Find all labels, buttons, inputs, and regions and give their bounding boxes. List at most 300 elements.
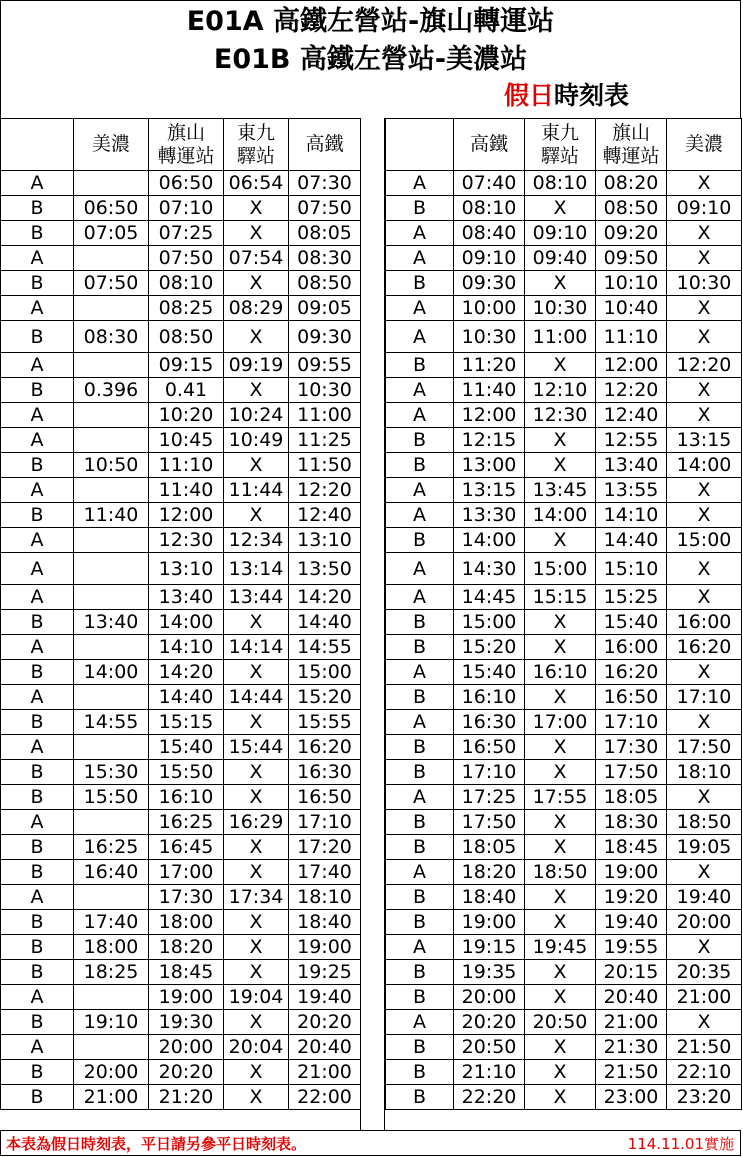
table-cell: 15:55 — [289, 710, 361, 735]
table-cell: 19:40 — [289, 985, 361, 1010]
table-row — [386, 503, 742, 528]
right-header-2: 東九 驛站 — [525, 119, 596, 171]
table-row — [1, 1085, 361, 1110]
table-cell: 11:10 — [596, 321, 667, 353]
table-cell: 08:50 — [596, 196, 667, 221]
table-row — [1, 296, 361, 321]
table-cell: 16:20 — [289, 735, 361, 760]
table-cell: 21:50 — [667, 1035, 742, 1060]
table-row — [1, 885, 361, 910]
table-cell: A — [1, 735, 74, 760]
table-cell: A — [1, 685, 74, 710]
table-cell — [74, 553, 149, 585]
table-cell: 14:00 — [454, 528, 525, 553]
table-cell: 13:10 — [149, 553, 224, 585]
table-cell: B — [1, 935, 74, 960]
table-cell: 09:30 — [289, 321, 361, 353]
table-cell — [74, 735, 149, 760]
table-row — [1, 585, 361, 610]
table-cell: B — [1, 610, 74, 635]
table-cell: A — [1, 528, 74, 553]
table-cell: B — [386, 960, 454, 985]
table-row — [1, 835, 361, 860]
table-cell: 16:10 — [149, 785, 224, 810]
table-cell: X — [224, 835, 289, 860]
table-cell: 13:30 — [454, 503, 525, 528]
table-cell: 23:20 — [667, 1085, 742, 1110]
table-cell: 15:40 — [596, 610, 667, 635]
table-row — [386, 835, 742, 860]
table-cell: X — [224, 960, 289, 985]
table-cell: 07:50 — [74, 271, 149, 296]
table-cell: 10:50 — [74, 453, 149, 478]
table-cell: 19:35 — [454, 960, 525, 985]
table-cell: 21:00 — [596, 1010, 667, 1035]
table-cell: 10:20 — [149, 403, 224, 428]
table-cell — [74, 1035, 149, 1060]
table-cell: X — [525, 810, 596, 835]
table-cell: A — [1, 1035, 74, 1060]
table-row — [1, 503, 361, 528]
right-header-4: 美濃 — [667, 119, 742, 171]
table-cell — [74, 478, 149, 503]
table-row — [386, 635, 742, 660]
table-cell: X — [667, 321, 742, 353]
table-cell: 16:29 — [224, 810, 289, 835]
table-row — [386, 221, 742, 246]
table-cell: B — [1, 321, 74, 353]
table-cell: 11:40 — [454, 378, 525, 403]
table-cell: 20:20 — [454, 1010, 525, 1035]
table-cell: 12:34 — [224, 528, 289, 553]
table-cell: X — [667, 785, 742, 810]
return-timetable — [385, 118, 742, 1110]
table-row — [1, 735, 361, 760]
table-cell: 23:00 — [596, 1085, 667, 1110]
table-cell: A — [1, 428, 74, 453]
right-header-0 — [386, 119, 454, 171]
table-row — [1, 1060, 361, 1085]
table-cell: 14:14 — [224, 635, 289, 660]
table-cell: B — [386, 735, 454, 760]
table-cell: 07:05 — [74, 221, 149, 246]
table-cell: 21:00 — [74, 1085, 149, 1110]
table-cell: X — [525, 635, 596, 660]
table-cell: 18:10 — [667, 760, 742, 785]
table-cell: 18:25 — [74, 960, 149, 985]
table-cell: X — [224, 221, 289, 246]
table-cell: 09:50 — [596, 246, 667, 271]
table-cell: X — [525, 1085, 596, 1110]
table-cell: 15:40 — [454, 660, 525, 685]
holiday-note: 本表為假日時刻表，平日請另參平日時刻表。 — [6, 1135, 307, 1153]
table-cell: 18:50 — [667, 810, 742, 835]
table-cell: 19:05 — [667, 835, 742, 860]
table-cell: 08:50 — [289, 271, 361, 296]
table-cell: X — [224, 378, 289, 403]
table-cell: X — [224, 860, 289, 885]
table-row — [1, 246, 361, 271]
table-cell: 07:30 — [289, 171, 361, 196]
table-cell: 09:30 — [454, 271, 525, 296]
table-cell: 14:30 — [454, 553, 525, 585]
table-cell: 11:44 — [224, 478, 289, 503]
table-cell: 20:20 — [289, 1010, 361, 1035]
table-cell: 15:25 — [596, 585, 667, 610]
table-cell: 15:50 — [74, 785, 149, 810]
table-cell: 07:10 — [149, 196, 224, 221]
table-row — [1, 528, 361, 553]
table-cell: 08:05 — [289, 221, 361, 246]
table-cell: X — [667, 503, 742, 528]
table-cell: X — [667, 660, 742, 685]
table-row — [1, 960, 361, 985]
table-cell: X — [224, 503, 289, 528]
table-cell: X — [525, 760, 596, 785]
table-cell: A — [1, 296, 74, 321]
table-cell: 12:20 — [289, 478, 361, 503]
table-cell: 08:50 — [149, 321, 224, 353]
table-divider — [360, 118, 385, 1131]
table-cell: 08:40 — [454, 221, 525, 246]
table-cell: 18:20 — [454, 860, 525, 885]
table-cell: 16:45 — [149, 835, 224, 860]
table-cell — [74, 403, 149, 428]
table-cell — [74, 635, 149, 660]
table-cell: 16:10 — [525, 660, 596, 685]
table-cell: 12:00 — [454, 403, 525, 428]
table-cell: 17:25 — [454, 785, 525, 810]
table-cell: B — [386, 635, 454, 660]
table-cell: 16:25 — [149, 810, 224, 835]
table-cell: X — [667, 710, 742, 735]
table-cell: 17:50 — [596, 760, 667, 785]
table-cell: 19:10 — [74, 1010, 149, 1035]
table-cell — [74, 585, 149, 610]
table-cell: 20:40 — [289, 1035, 361, 1060]
table-row — [386, 660, 742, 685]
table-row — [386, 271, 742, 296]
table-row — [1, 860, 361, 885]
table-cell: 14:00 — [525, 503, 596, 528]
table-cell: 20:40 — [596, 985, 667, 1010]
table-cell: X — [667, 585, 742, 610]
table-cell: X — [224, 710, 289, 735]
table-cell: X — [667, 935, 742, 960]
table-cell: X — [667, 296, 742, 321]
table-cell: 07:40 — [454, 171, 525, 196]
table-cell: X — [224, 910, 289, 935]
table-row — [1, 403, 361, 428]
table-cell: X — [525, 271, 596, 296]
table-cell: 19:00 — [454, 910, 525, 935]
table-cell: B — [386, 271, 454, 296]
table-cell: A — [1, 478, 74, 503]
table-row — [1, 171, 361, 196]
table-cell: 15:00 — [525, 553, 596, 585]
table-cell: 20:00 — [74, 1060, 149, 1085]
table-cell — [74, 296, 149, 321]
table-cell: 12:20 — [596, 378, 667, 403]
table-cell: B — [1, 760, 74, 785]
table-cell: 16:50 — [289, 785, 361, 810]
table-cell: 09:10 — [667, 196, 742, 221]
table-row — [386, 910, 742, 935]
table-cell: X — [525, 428, 596, 453]
table-cell: 13:15 — [667, 428, 742, 453]
table-row — [1, 553, 361, 585]
table-cell: 11:20 — [454, 353, 525, 378]
table-row — [386, 785, 742, 810]
table-cell: 17:10 — [596, 710, 667, 735]
table-cell: 18:40 — [289, 910, 361, 935]
table-cell: B — [1, 660, 74, 685]
table-cell: A — [386, 585, 454, 610]
table-row — [386, 585, 742, 610]
table-cell: 14:00 — [149, 610, 224, 635]
table-cell: 09:55 — [289, 353, 361, 378]
table-cell: 22:20 — [454, 1085, 525, 1110]
table-cell: B — [1, 710, 74, 735]
table-cell: X — [224, 760, 289, 785]
table-row — [386, 710, 742, 735]
left-header-4: 高鐵 — [289, 119, 361, 171]
table-cell: X — [667, 860, 742, 885]
table-cell: 16:50 — [596, 685, 667, 710]
table-cell: 13:55 — [596, 478, 667, 503]
table-cell: 16:00 — [596, 635, 667, 660]
table-cell: 18:30 — [596, 810, 667, 835]
table-cell: 18:50 — [525, 860, 596, 885]
table-cell: 19:00 — [289, 935, 361, 960]
table-cell: 15:40 — [149, 735, 224, 760]
table-row — [386, 1060, 742, 1085]
table-cell: 10:30 — [289, 378, 361, 403]
left-header-0 — [1, 119, 74, 171]
table-cell: 08:25 — [149, 296, 224, 321]
table-cell: 17:00 — [149, 860, 224, 885]
table-row — [386, 760, 742, 785]
timetable-subtitle — [504, 79, 629, 113]
table-cell: 21:30 — [596, 1035, 667, 1060]
table-row — [386, 453, 742, 478]
table-cell: A — [386, 246, 454, 271]
table-cell: 16:10 — [454, 685, 525, 710]
table-cell: 08:29 — [224, 296, 289, 321]
table-row — [1, 935, 361, 960]
table-row — [1, 685, 361, 710]
table-row — [1, 378, 361, 403]
table-cell: X — [667, 246, 742, 271]
table-cell: X — [525, 610, 596, 635]
table-cell: 12:40 — [596, 403, 667, 428]
table-cell: X — [525, 885, 596, 910]
table-cell: 10:10 — [596, 271, 667, 296]
table-cell: A — [386, 935, 454, 960]
table-cell: 17:30 — [149, 885, 224, 910]
table-cell: X — [224, 785, 289, 810]
table-cell: X — [525, 910, 596, 935]
table-cell: B — [1, 221, 74, 246]
table-cell: X — [525, 835, 596, 860]
left-header-3: 東九 驛站 — [224, 119, 289, 171]
table-cell — [74, 171, 149, 196]
table-cell: A — [386, 378, 454, 403]
table-cell: 08:10 — [525, 171, 596, 196]
table-cell: 15:20 — [289, 685, 361, 710]
table-row — [386, 960, 742, 985]
table-cell: 12:40 — [289, 503, 361, 528]
table-cell: A — [386, 321, 454, 353]
table-cell: 18:05 — [454, 835, 525, 860]
table-cell: X — [224, 453, 289, 478]
table-cell: 18:10 — [289, 885, 361, 910]
table-cell: 13:40 — [74, 610, 149, 635]
table-cell: 18:20 — [149, 935, 224, 960]
table-cell: 22:10 — [667, 1060, 742, 1085]
table-cell: 13:10 — [289, 528, 361, 553]
right-header-1: 高鐵 — [454, 119, 525, 171]
table-cell: X — [525, 196, 596, 221]
table-cell: 15:20 — [454, 635, 525, 660]
table-cell: X — [525, 960, 596, 985]
table-cell: 21:00 — [667, 985, 742, 1010]
table-cell: 07:25 — [149, 221, 224, 246]
table-cell: 09:20 — [596, 221, 667, 246]
table-row — [386, 685, 742, 710]
table-cell: 16:30 — [454, 710, 525, 735]
table-row — [1, 710, 361, 735]
table-cell: 12:30 — [525, 403, 596, 428]
table-cell: 17:50 — [454, 810, 525, 835]
table-cell: 13:40 — [596, 453, 667, 478]
table-row — [386, 1085, 742, 1110]
table-cell: 10:49 — [224, 428, 289, 453]
table-cell: 21:50 — [596, 1060, 667, 1085]
table-cell: X — [667, 478, 742, 503]
table-cell: 13:50 — [289, 553, 361, 585]
table-row — [386, 478, 742, 503]
table-cell: 07:50 — [289, 196, 361, 221]
table-cell: B — [386, 810, 454, 835]
table-row — [386, 553, 742, 585]
table-cell: B — [386, 685, 454, 710]
table-cell: 17:55 — [525, 785, 596, 810]
table-row — [1, 910, 361, 935]
table-cell: 15:50 — [149, 760, 224, 785]
table-cell: A — [386, 860, 454, 885]
table-cell: B — [1, 785, 74, 810]
table-cell: 11:25 — [289, 428, 361, 453]
table-row — [386, 428, 742, 453]
table-cell: 13:44 — [224, 585, 289, 610]
table-cell — [74, 685, 149, 710]
table-cell: 09:15 — [149, 353, 224, 378]
table-cell: B — [386, 1035, 454, 1060]
table-row — [1, 196, 361, 221]
table-cell: 19:55 — [596, 935, 667, 960]
table-cell: 20:20 — [149, 1060, 224, 1085]
table-cell: X — [224, 610, 289, 635]
table-cell: 18:40 — [454, 885, 525, 910]
effective-date: 114.11.01實施 — [627, 1135, 734, 1153]
table-cell: 14:00 — [667, 453, 742, 478]
table-row — [1, 985, 361, 1010]
table-cell — [74, 528, 149, 553]
table-row — [386, 1035, 742, 1060]
table-cell: 17:40 — [289, 860, 361, 885]
table-row — [1, 635, 361, 660]
table-cell: 14:00 — [74, 660, 149, 685]
table-cell: A — [1, 553, 74, 585]
table-cell: 10:40 — [596, 296, 667, 321]
table-cell: 14:40 — [149, 685, 224, 710]
table-cell: 08:10 — [454, 196, 525, 221]
table-cell: X — [667, 1010, 742, 1035]
table-row — [1, 221, 361, 246]
table-cell: X — [667, 553, 742, 585]
table-cell: A — [1, 403, 74, 428]
table-row — [1, 1035, 361, 1060]
table-cell: 17:00 — [525, 710, 596, 735]
table-cell: 08:30 — [289, 246, 361, 271]
table-cell: 17:40 — [74, 910, 149, 935]
table-cell: X — [224, 196, 289, 221]
table-cell: A — [1, 635, 74, 660]
table-cell: B — [386, 760, 454, 785]
table-cell: 19:45 — [525, 935, 596, 960]
table-row — [1, 271, 361, 296]
table-cell: 15:00 — [667, 528, 742, 553]
table-cell: X — [224, 271, 289, 296]
table-cell: 10:24 — [224, 403, 289, 428]
table-cell: A — [386, 171, 454, 196]
table-row — [1, 428, 361, 453]
table-cell: 15:00 — [454, 610, 525, 635]
table-cell: 19:00 — [149, 985, 224, 1010]
table-cell: B — [386, 610, 454, 635]
table-cell: 06:54 — [224, 171, 289, 196]
table-cell: 16:50 — [454, 735, 525, 760]
table-row — [386, 321, 742, 353]
table-cell: 13:00 — [454, 453, 525, 478]
table-row — [386, 528, 742, 553]
table-cell: X — [667, 378, 742, 403]
table-cell: A — [386, 1010, 454, 1035]
table-cell: 20:00 — [667, 910, 742, 935]
table-cell: 06:50 — [74, 196, 149, 221]
table-cell: 13:15 — [454, 478, 525, 503]
timetable-header — [0, 0, 741, 118]
table-cell: 22:00 — [289, 1085, 361, 1110]
table-cell: 09:10 — [525, 221, 596, 246]
table-cell: 12:10 — [525, 378, 596, 403]
table-cell: 20:15 — [596, 960, 667, 985]
table-cell: 10:30 — [525, 296, 596, 321]
table-cell: B — [1, 196, 74, 221]
table-cell: 10:45 — [149, 428, 224, 453]
table-cell: 15:15 — [525, 585, 596, 610]
table-cell: A — [386, 296, 454, 321]
table-cell: 11:50 — [289, 453, 361, 478]
table-cell: 16:00 — [667, 610, 742, 635]
table-cell: B — [386, 428, 454, 453]
table-cell: 13:40 — [149, 585, 224, 610]
table-cell: 18:00 — [74, 935, 149, 960]
table-cell: B — [386, 885, 454, 910]
table-cell: 15:30 — [74, 760, 149, 785]
table-row — [1, 610, 361, 635]
